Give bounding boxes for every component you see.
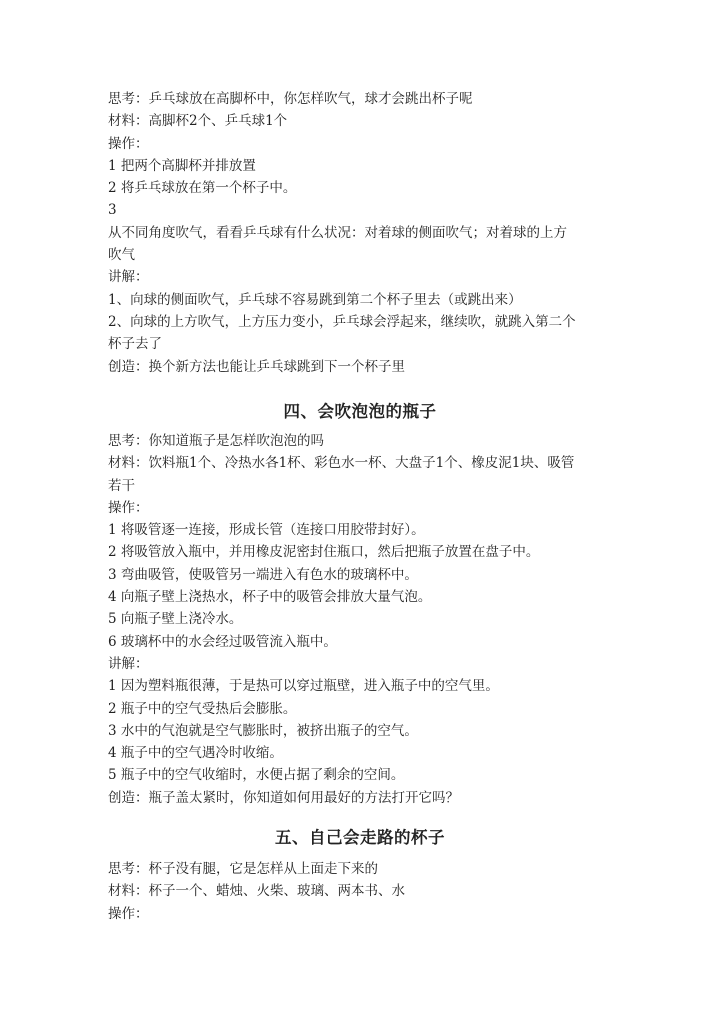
section-4-body — [108, 430, 608, 809]
section-4-title: 四、会吹泡泡的瓶子 — [283, 402, 437, 421]
explain-line: 1、向球的侧面吹气，乒乓球不容易跳到第二个杯子里去（或跳出来） — [108, 291, 522, 308]
think-line: 思考：乒乓球放在高脚杯中，你怎样吹气，球才会跳出杯子呢 — [108, 91, 473, 107]
step-line: 1 把两个高脚杯并排放置 — [108, 157, 256, 174]
step-line: 4 向瓶子壁上浇热水，杯子中的吸管会排放大量气泡。 — [108, 589, 432, 606]
think-line: 思考：你知道瓶子是怎样吹泡泡的吗 — [108, 433, 324, 449]
explain-label: 讲解： — [108, 655, 149, 672]
materials-line: 材料：高脚杯2个、乒乓球1个 — [108, 113, 288, 130]
step-line: 1 将吸管逐一连接，形成长管（连接口用胶带封好）。 — [108, 522, 425, 539]
step-line: 3 — [108, 202, 117, 219]
section-5-title: 五、自己会走路的杯子 — [275, 828, 445, 847]
step-line: 2 将乒乓球放在第一个杯子中。 — [108, 180, 297, 197]
section-3-body — [108, 88, 608, 378]
think-line: 思考：杯子没有腿，它是怎样从上面走下来的 — [108, 861, 378, 877]
step-line: 从不同角度吹气，看看乒乓球有什么状况：对着球的侧面吹气；对着球的上方 — [108, 224, 567, 241]
operation-label: 操作： — [108, 499, 149, 516]
materials-line: 若干 — [108, 477, 135, 494]
explain-line: 1 因为塑料瓶很薄，于是热可以穿过瓶壁，进入瓶子中的空气里。 — [108, 678, 499, 695]
create-line: 创造：换个新方法也能让乒乓球跳到下一个杯子里 — [108, 358, 405, 375]
explain-line: 2 瓶子中的空气受热后会膨胀。 — [108, 700, 297, 717]
materials-line: 材料：杯子一个、蜡烛、火柴、玻璃、两本书、水 — [108, 883, 405, 900]
step-line: 6 玻璃杯中的水会经过吸管流入瓶中。 — [108, 633, 337, 650]
materials-line: 材料：饮料瓶1个、冷热水各1杯、彩色水一杯、大盘子1个、橡皮泥1块、吸管 — [108, 455, 575, 472]
explain-line: 4 瓶子中的空气遇冷时收缩。 — [108, 745, 283, 762]
explain-line: 5 瓶子中的空气收缩时，水便占据了剩余的空间。 — [108, 767, 405, 784]
operation-label: 操作： — [108, 905, 149, 922]
explain-line: 杯子去了 — [108, 336, 162, 353]
explain-line: 2、向球的上方吹气，上方压力变小，乒乓球会浮起来，继续吹，就跳入第二个 — [108, 313, 576, 330]
section-5-body — [108, 858, 608, 925]
explain-label: 讲解： — [108, 269, 149, 286]
step-line: 5 向瓶子壁上浇冷水。 — [108, 611, 243, 628]
step-line: 3 弯曲吸管，使吸管另一端进入有色水的玻璃杯中。 — [108, 566, 418, 583]
explain-line: 3 水中的气泡就是空气膨胀时，被挤出瓶子的空气。 — [108, 722, 418, 739]
operation-label: 操作： — [108, 135, 149, 152]
step-line: 吹气 — [108, 247, 135, 264]
step-line: 2 将吸管放入瓶中，并用橡皮泥密封住瓶口，然后把瓶子放置在盘子中。 — [108, 544, 540, 561]
create-line: 创造：瓶子盖太紧时，你知道如何用最好的方法打开它吗？ — [108, 789, 459, 806]
